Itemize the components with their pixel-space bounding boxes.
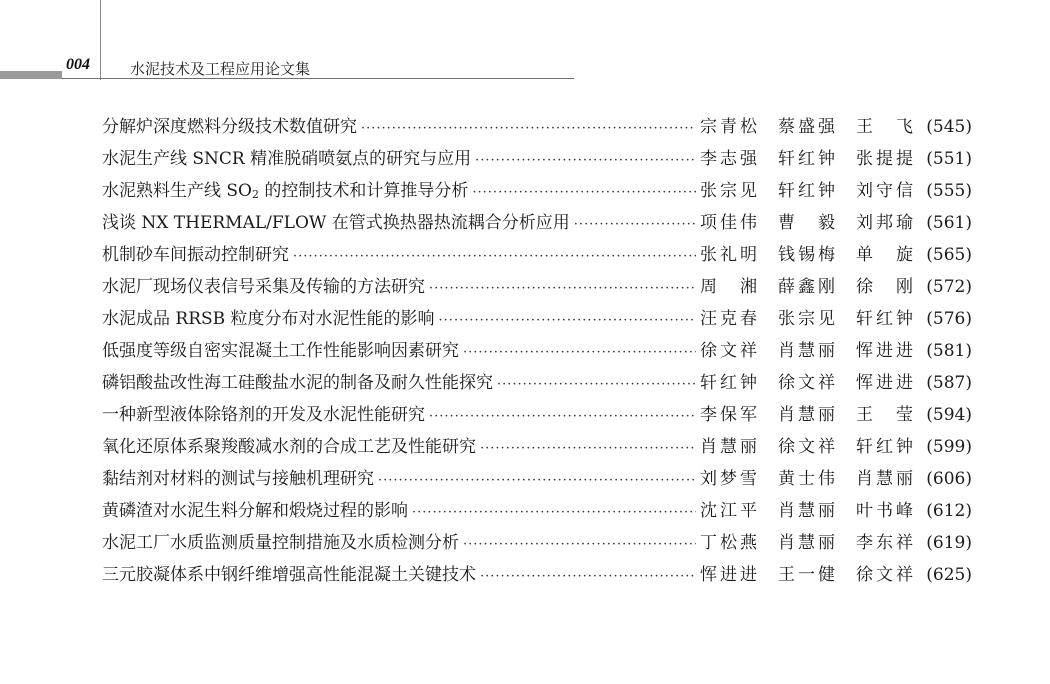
dot-leader	[378, 465, 696, 497]
entry-title: 水泥厂现场仪表信号采集及传输的方法研究	[102, 277, 425, 297]
entry-page: (625)	[926, 565, 972, 585]
entry-author-2: 轩红钟	[778, 149, 836, 169]
entry-author-1: 项佳伟	[700, 213, 758, 233]
entry-author-2: 肖慧丽	[778, 533, 836, 553]
entry-author-1: 张礼明	[700, 245, 758, 265]
toc-entry[interactable]	[102, 111, 972, 143]
dot-leader	[480, 433, 696, 465]
entry-author-3: 轩红钟	[856, 437, 914, 457]
entry-author-1: 沈江平	[700, 501, 758, 521]
header-vertical-rule	[100, 0, 101, 80]
header-gray-bar	[0, 71, 62, 79]
entry-page: (587)	[926, 373, 972, 393]
toc-entry[interactable]	[102, 143, 972, 175]
dot-leader	[429, 273, 696, 305]
entry-author-2: 肖慧丽	[778, 501, 836, 521]
entry-author-2: 轩红钟	[778, 181, 836, 201]
entry-author-2: 肖慧丽	[778, 341, 836, 361]
entry-page: (599)	[926, 437, 972, 457]
entry-title: 分解炉深度燃料分级技术数值研究	[102, 117, 357, 137]
entry-author-1: 刘梦雪	[700, 469, 758, 489]
entry-title: 氧化还原体系聚羧酸减水剂的合成工艺及性能研究	[102, 437, 476, 457]
dot-leader	[472, 177, 696, 209]
dot-leader	[429, 401, 696, 433]
entry-author-3: 叶书峰	[856, 501, 914, 521]
dot-leader	[439, 305, 696, 337]
entry-page: (565)	[926, 245, 972, 265]
entry-author-2: 徐文祥	[778, 437, 836, 457]
entry-page: (612)	[926, 501, 972, 521]
entry-author-2: 徐文祥	[778, 373, 836, 393]
toc-entry[interactable]	[102, 527, 972, 559]
entry-author-2: 曹 毅	[778, 213, 836, 233]
entry-author-1: 李志强	[700, 149, 758, 169]
entry-title: 黏结剂对材料的测试与接触机理研究	[102, 469, 374, 489]
entry-title-subscript: 2	[252, 188, 259, 201]
dot-leader	[463, 337, 696, 369]
entry-title: 浅谈 NX THERMAL/FLOW 在管式换热器热流耦合分析应用	[102, 213, 570, 233]
entry-author-1: 肖慧丽	[700, 437, 758, 457]
entry-page: (561)	[926, 213, 972, 233]
toc-entry[interactable]	[102, 399, 972, 431]
entry-author-1: 轩红钟	[700, 373, 758, 393]
entry-title: 三元胶凝体系中钢纤维增强高性能混凝土关键技术	[102, 565, 476, 585]
dot-leader	[361, 113, 696, 145]
entry-author-3: 王 莹	[856, 405, 914, 425]
entry-author-2: 张宗见	[778, 309, 836, 329]
dot-leader	[480, 561, 696, 593]
toc-entry[interactable]	[102, 495, 972, 527]
entry-author-2: 薛鑫刚	[778, 277, 836, 297]
toc-entry[interactable]	[102, 175, 972, 207]
entry-author-3: 恽进进	[856, 373, 914, 393]
entry-author-1: 恽进进	[700, 565, 758, 585]
entry-author-3: 恽进进	[856, 341, 914, 361]
toc-entry[interactable]	[102, 335, 972, 367]
entry-author-3: 刘邦瑜	[856, 213, 914, 233]
toc-entry[interactable]	[102, 207, 972, 239]
toc-entry[interactable]	[102, 559, 972, 591]
entry-page: (545)	[926, 117, 972, 137]
entry-title-post: 的控制技术和计算推导分析	[259, 181, 469, 201]
entry-title: 一种新型液体除铬剂的开发及水泥性能研究	[102, 405, 425, 425]
entry-title: 低强度等级自密实混凝土工作性能影响因素研究	[102, 341, 459, 361]
entry-author-3: 王 飞	[856, 117, 914, 137]
entry-page: (619)	[926, 533, 972, 553]
entry-page: (555)	[926, 181, 972, 201]
toc-entry[interactable]	[102, 367, 972, 399]
entry-author-1: 汪克春	[700, 309, 758, 329]
entry-title: 水泥生产线 SNCR 精准脱硝喷氨点的研究与应用	[102, 149, 472, 169]
entry-title-pre: 水泥熟料生产线 SO	[102, 181, 252, 201]
entry-title: 机制砂车间振动控制研究	[102, 245, 289, 265]
dot-leader	[475, 145, 696, 177]
entry-author-3: 肖慧丽	[856, 469, 914, 489]
entry-author-1: 徐文祥	[700, 341, 758, 361]
toc-entry[interactable]	[102, 239, 972, 271]
entry-author-1: 李保军	[700, 405, 758, 425]
book-title: 水泥技术及工程应用论文集	[130, 60, 311, 78]
entry-author-3: 徐 刚	[856, 277, 914, 297]
entry-page: (581)	[926, 341, 972, 361]
entry-author-3: 李东祥	[856, 533, 914, 553]
entry-author-1: 宗青松	[700, 117, 758, 137]
entry-author-2: 王一健	[778, 565, 836, 585]
entry-title: 水泥成品 RRSB 粒度分布对水泥性能的影响	[102, 309, 435, 329]
entry-author-2: 黄士伟	[778, 469, 836, 489]
toc-entry[interactable]	[102, 463, 972, 495]
toc-entry[interactable]	[102, 431, 972, 463]
dot-leader	[574, 209, 696, 241]
dot-leader	[412, 497, 696, 529]
entry-page: (594)	[926, 405, 972, 425]
entry-title: 水泥工厂水质监测质量控制措施及水质检测分析	[102, 533, 459, 553]
entry-author-2: 蔡盛强	[778, 117, 836, 137]
entry-page: (551)	[926, 149, 972, 169]
entry-author-3: 徐文祥	[856, 565, 914, 585]
page-number: 004	[66, 56, 90, 73]
entry-author-3: 张提提	[856, 149, 914, 169]
entry-title	[102, 175, 468, 207]
entry-author-3: 刘守信	[856, 181, 914, 201]
toc-entry[interactable]	[102, 303, 972, 335]
toc-list	[102, 111, 972, 591]
entry-title: 磷铝酸盐改性海工硅酸盐水泥的制备及耐久性能探究	[102, 373, 493, 393]
dot-leader	[293, 241, 696, 273]
dot-leader	[463, 529, 696, 561]
entry-page: (576)	[926, 309, 972, 329]
entry-author-3: 轩红钟	[856, 309, 914, 329]
dot-leader	[497, 369, 696, 401]
entry-title: 黄磷渣对水泥生料分解和煅烧过程的影响	[102, 501, 408, 521]
entry-author-1: 张宗见	[700, 181, 758, 201]
entry-page: (606)	[926, 469, 972, 489]
entry-author-2: 钱锡梅	[778, 245, 836, 265]
entry-page: (572)	[926, 277, 972, 297]
toc-entry[interactable]	[102, 271, 972, 303]
entry-author-1: 丁松燕	[700, 533, 758, 553]
entry-author-1: 周 湘	[700, 277, 758, 297]
entry-author-2: 肖慧丽	[778, 405, 836, 425]
header-rule	[62, 78, 574, 79]
entry-author-3: 单 旋	[856, 245, 914, 265]
